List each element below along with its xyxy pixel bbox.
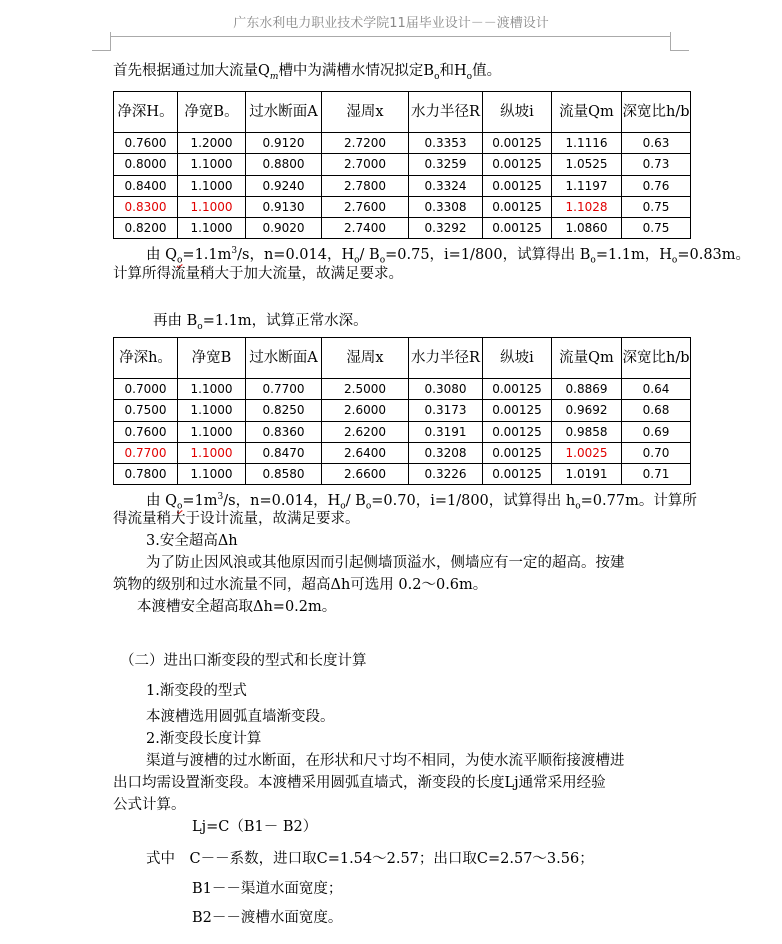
table-row (114, 400, 691, 421)
transition-length-line1: 渠道与渡槽的过水断面，在形状和尺寸均不相同，为使水流平顺衔接渡槽进 (146, 753, 625, 769)
table-cell: 1.1000 (178, 421, 246, 442)
table-normal-depth (113, 337, 691, 485)
column-header: 净宽B (178, 338, 246, 379)
table-cell: 0.00125 (483, 442, 552, 463)
table-cell: 1.1000 (178, 464, 246, 485)
table-cell: 1.0860 (552, 218, 622, 239)
table-cell: 0.8200 (114, 218, 178, 239)
table-cell: 0.00125 (483, 379, 552, 400)
table-cell: 0.00125 (483, 218, 552, 239)
table-cell: 0.00125 (483, 196, 552, 217)
column-header: 净深H。 (114, 92, 178, 133)
table-cell: 0.7500 (114, 400, 178, 421)
column-header: 水力半径R (409, 92, 483, 133)
table-cell: 1.1197 (552, 175, 622, 196)
table-row (114, 464, 691, 485)
table-cell: 2.6400 (322, 442, 409, 463)
table-cell: 0.8869 (552, 379, 622, 400)
calc-paragraph-1: 由 $Q_o=1.1m^3/s$，n=0.014，$H_o/$ $B_o=0.75$，i=1/800，试算得出 $B_o=1.1m$，$H_o=0.83m$。 (146, 246, 751, 266)
subheading-transition-length: 2.渐变段长度计算 (146, 731, 262, 747)
freeboard-paragraph-line2: 筑物的级别和过水流量不同，超高Δh可选用 0.2～0.6m。 (113, 577, 488, 593)
table-cell: 0.8360 (246, 421, 322, 442)
table-cell: 1.0191 (552, 464, 622, 485)
margin-mark-right (670, 32, 689, 51)
table-cell: 0.8580 (246, 464, 322, 485)
table-cell: 0.8400 (114, 175, 178, 196)
table-row (114, 218, 691, 239)
table-row (114, 154, 691, 175)
table-cell: 0.75 (622, 218, 691, 239)
table-cell: 1.1116 (552, 133, 622, 154)
table-cell: 1.2000 (178, 133, 246, 154)
calc-paragraph-2: 再由 $B_o=1.1m$，试算正常水深。 (153, 313, 368, 332)
table-cell: 0.9240 (246, 175, 322, 196)
header-rule (110, 36, 670, 37)
table-cell: 0.76 (622, 175, 691, 196)
table-cell: 0.70 (622, 442, 691, 463)
column-header: 湿周x (322, 338, 409, 379)
table-cell: 0.8250 (246, 400, 322, 421)
table-row (114, 442, 691, 463)
table-cell: 0.71 (622, 464, 691, 485)
table-cell: 0.00125 (483, 421, 552, 442)
column-header: 过水断面A (246, 338, 322, 379)
formula-b2: B2－－渡槽水面宽度。 (192, 910, 343, 926)
table-cell: 1.1000 (178, 379, 246, 400)
table-cell: 2.6000 (322, 400, 409, 421)
column-header: 纵坡i (483, 92, 552, 133)
table-cell: 0.68 (622, 400, 691, 421)
table-cell: 1.1000 (178, 400, 246, 421)
column-header: 水力半径R (409, 338, 483, 379)
table-cell: 0.3324 (409, 175, 483, 196)
table-cell: 0.3353 (409, 133, 483, 154)
transition-length-line3: 公式计算。 (113, 797, 186, 813)
table-cell: 0.7600 (114, 421, 178, 442)
table-cell: 1.1000 (178, 154, 246, 175)
table-cell: 0.3191 (409, 421, 483, 442)
table-cell: 0.9120 (246, 133, 322, 154)
table-cell: 0.7700 (246, 379, 322, 400)
page-header: 广东水利电力职业技术学院11届毕业设计－－渡槽设计 (233, 16, 549, 31)
table-cell: 0.00125 (483, 175, 552, 196)
column-header: 净深h。 (114, 338, 178, 379)
table-cell: 0.7700 (114, 442, 178, 463)
table-cell: 0.7000 (114, 379, 178, 400)
table-cell: 0.3173 (409, 400, 483, 421)
transition-length-line2: 出口均需设置渐变段。本渡槽采用圆弧直墙式，渐变段的长度Lj通常采用经验 (113, 775, 606, 791)
table-cell: 0.00125 (483, 400, 552, 421)
table-cell: 0.9130 (246, 196, 322, 217)
table-cell: 0.00125 (483, 133, 552, 154)
table-cell: 1.1000 (178, 175, 246, 196)
subheading-transition-type: 1.渐变段的型式 (146, 683, 247, 699)
table-cell: 2.7600 (322, 196, 409, 217)
section-heading-transition: （二）进出口渐变段的型式和长度计算 (120, 653, 367, 669)
table-cell: 2.6200 (322, 421, 409, 442)
table-cell: 2.7000 (322, 154, 409, 175)
table-cell: 2.6600 (322, 464, 409, 485)
table-cell: 1.0025 (552, 442, 622, 463)
calc-paragraph-3: 由 $Q_o=1m^3/s$，n=0.014，$H_o/$ $B_o=0.70$，i=1/800，试算得出 $h_o=0.77m$。计算所 (146, 492, 697, 512)
calc-paragraph-1-line2: 计算所得流量稍大于加大流量，故满足要求。 (113, 266, 403, 282)
table-cell: 0.8800 (246, 154, 322, 175)
formula-transition-length: Lj=C（B1－ B2） (192, 819, 318, 835)
transition-type-paragraph: 本渡槽选用圆弧直墙渐变段。 (146, 709, 335, 725)
table-cell: 0.3259 (409, 154, 483, 175)
column-header: 深宽比h/b (622, 92, 691, 133)
column-header: 纵坡i (483, 338, 552, 379)
table-cell: 0.8300 (114, 196, 178, 217)
column-header: 流量Qm (552, 338, 622, 379)
calc-paragraph-3-line2: 得流量稍大于设计流量，故满足要求。 (113, 511, 360, 527)
intro-paragraph: 首先根据通过加大流量$Q_m$槽中为满槽水情况拟定$B_o$和$H_o$值。 (113, 63, 502, 82)
table-cell: 0.63 (622, 133, 691, 154)
table-cell: 1.1000 (178, 196, 246, 217)
column-header: 湿周x (322, 92, 409, 133)
table-cell: 0.8000 (114, 154, 178, 175)
column-header: 净宽B。 (178, 92, 246, 133)
table-cell: 0.3208 (409, 442, 483, 463)
table-cell: 0.3226 (409, 464, 483, 485)
subheading-freeboard: 3.安全超高Δh (146, 533, 238, 549)
table-cell: 2.5000 (322, 379, 409, 400)
margin-mark-left (92, 32, 111, 51)
freeboard-value: 本渡槽安全超高取Δh=0.2m。 (137, 599, 337, 615)
table-row (114, 133, 691, 154)
table-cell: 0.9020 (246, 218, 322, 239)
freeboard-paragraph-line1: 为了防止因风浪或其他原因而引起侧墙顶溢水，侧墙应有一定的超高。按建 (146, 555, 625, 571)
table-cell: 0.9858 (552, 421, 622, 442)
table-cell: 0.64 (622, 379, 691, 400)
formula-where: 式中 C－－系数，进口取C=1.54～2.57；出口取C=2.57～3.56； (146, 851, 594, 867)
table-cell: 1.1028 (552, 196, 622, 217)
table-cell: 1.0525 (552, 154, 622, 175)
table-cell: 1.1000 (178, 218, 246, 239)
table-row (114, 196, 691, 217)
table-row (114, 379, 691, 400)
table-cell: 0.7800 (114, 464, 178, 485)
table-cell: 0.73 (622, 154, 691, 175)
table-row (114, 421, 691, 442)
column-header: 过水断面A (246, 92, 322, 133)
table-cell: 0.75 (622, 196, 691, 217)
table-cell: 0.69 (622, 421, 691, 442)
table-cell: 0.3308 (409, 196, 483, 217)
table-cell: 0.7600 (114, 133, 178, 154)
table-trial-width (113, 91, 691, 239)
formula-b1: B1－－渠道水面宽度； (192, 881, 343, 897)
table-cell: 0.00125 (483, 464, 552, 485)
table-cell: 0.3080 (409, 379, 483, 400)
column-header: 流量Qm (552, 92, 622, 133)
table-cell: 2.7800 (322, 175, 409, 196)
table-cell: 2.7200 (322, 133, 409, 154)
table-cell: 0.9692 (552, 400, 622, 421)
table-row (114, 175, 691, 196)
table-cell: 1.1000 (178, 442, 246, 463)
table-cell: 2.7400 (322, 218, 409, 239)
table-cell: 0.8470 (246, 442, 322, 463)
table-cell: 0.3292 (409, 218, 483, 239)
column-header: 深宽比h/b (622, 338, 691, 379)
table-cell: 0.00125 (483, 154, 552, 175)
